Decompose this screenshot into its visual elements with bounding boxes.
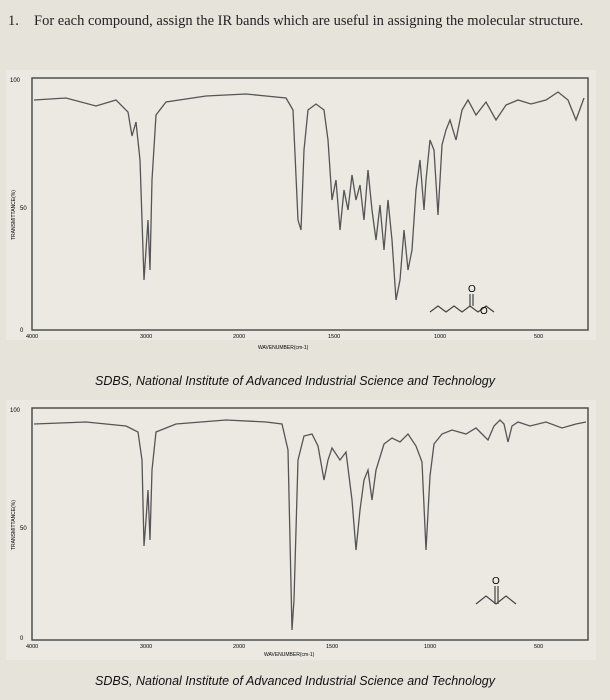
spectrum-1-x-tick-4000: 4000 <box>26 334 39 340</box>
spectrum-1-x-tick-500: 500 <box>534 334 544 340</box>
spectrum-1-x-tick-3000: 3000 <box>140 334 153 340</box>
spectrum-2-caption: SDBS, National Institute of Advanced Industrial Science and Technology <box>94 674 495 688</box>
spectrum-1-y-mid: 50 <box>20 206 27 212</box>
ir-spectrum-1 <box>6 70 596 351</box>
spectrum-2-x-axis-label: WAVENUMBER(cm-1) <box>264 652 315 658</box>
spectrum-2-x-tick-500: 500 <box>534 644 544 650</box>
spectrum-1-x-tick-1000: 1000 <box>434 334 447 340</box>
spectrum-2-x-tick-2000: 2000 <box>233 644 246 650</box>
question-number: 1. <box>8 13 19 29</box>
spectrum-1-y-min: 0 <box>20 328 24 334</box>
spectrum-1-y-max: 100 <box>10 78 21 84</box>
spectrum-2-x-tick-1500: 1500 <box>326 644 339 650</box>
spectrum-2-y-mid: 50 <box>20 526 27 532</box>
spectrum-2-y-axis-label: TRANSMITTANCE(%) <box>11 500 17 550</box>
spectrum-1-x-tick-1500: 1500 <box>328 334 341 340</box>
spectrum-1-ester-oxygen: O <box>480 306 488 317</box>
spectrum-1-x-axis-label: WAVENUMBER(cm-1) <box>258 345 309 351</box>
spectrum-1-y-axis-label: TRANSMITTANCE(%) <box>11 190 17 240</box>
spectrum-2-carbonyl-oxygen: O <box>492 576 500 587</box>
spectrum-2-y-min: 0 <box>20 636 24 642</box>
spectrum-1-caption: SDBS, National Institute of Advanced Industrial Science and Technology <box>94 374 495 388</box>
ir-spectrum-2 <box>6 400 596 660</box>
spectrum-2-x-tick-3000: 3000 <box>140 644 153 650</box>
question-text: For each compound, assign the IR bands which are useful in assigning the molecular structure. <box>34 13 584 29</box>
spectrum-2-x-tick-4000: 4000 <box>26 644 39 650</box>
spectrum-2-x-tick-1000: 1000 <box>424 644 437 650</box>
spectrum-2-y-max: 100 <box>10 408 21 414</box>
spectrum-1-x-tick-2000: 2000 <box>233 334 246 340</box>
spectrum-1-background <box>6 70 596 340</box>
spectrum-1-carbonyl-oxygen: O <box>468 284 476 295</box>
